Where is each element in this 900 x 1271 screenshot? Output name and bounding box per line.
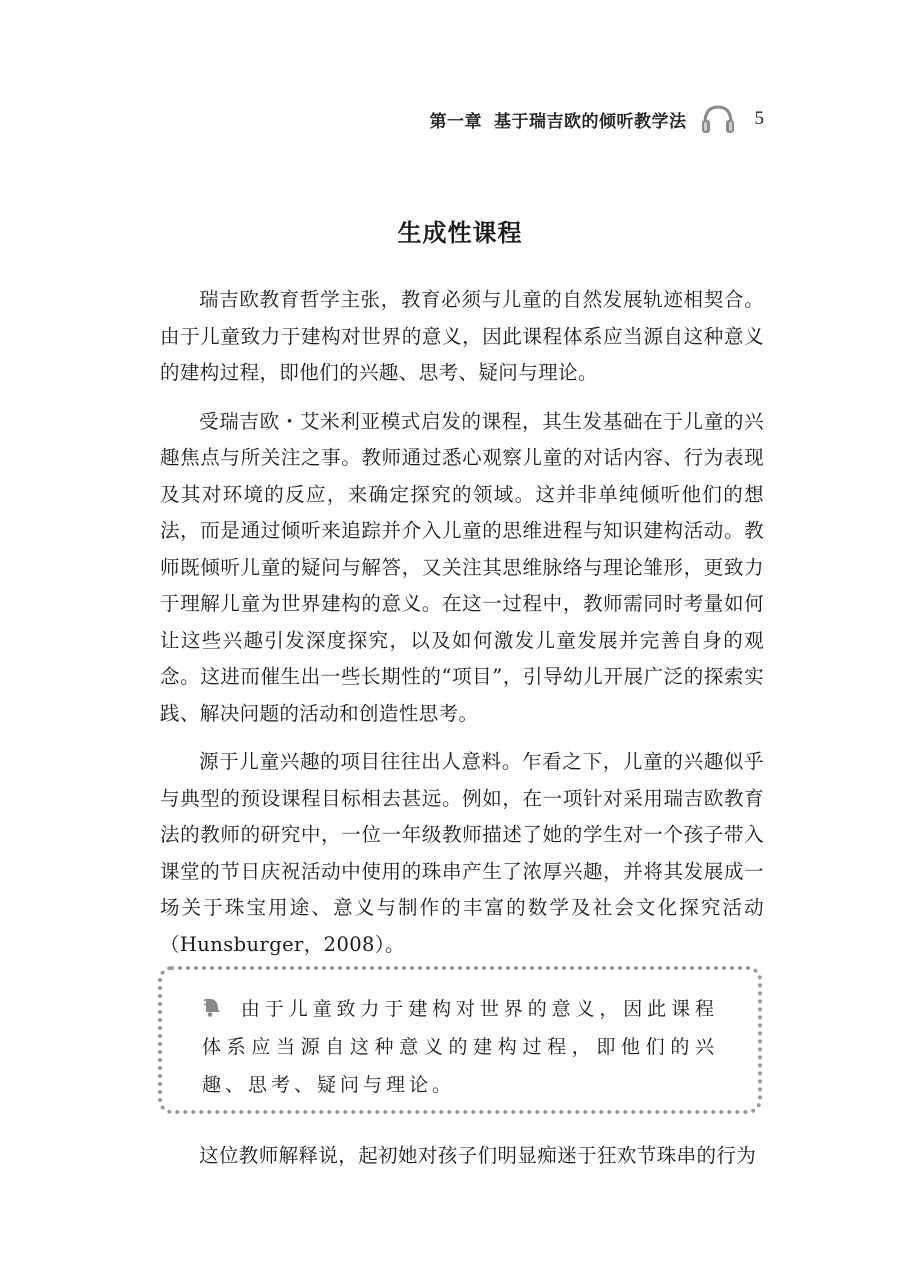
paragraph-3: 源于儿童兴趣的项目往往出人意料。乍看之下，儿童的兴趣似乎与典型的预设课程目标相去甚远。例如，在一项针对采用瑞吉欧教育法的教师的研究中，一位一年级教师描述了她的学生对一个孩子带入课堂的节日庆祝活动中使用的珠串产生了浓厚兴趣，并将其发展成一场关于珠宝用途、意义与制作的丰富的数学及社会文化探究活动（Hunsburger，2008）。 [160,750,764,956]
section-title: 生成性课程 [397,219,523,247]
headphones-icon [699,103,737,135]
pull-quote [202,990,718,1104]
running-header [430,103,765,135]
continued-paragraph: 这位教师解释说，起初她对孩子们明显痴迷于狂欢节珠串的行为 [199,1144,757,1167]
paragraph-2: 受瑞吉欧・艾米利亚模式启发的课程，其生发基础在于儿童的兴趣焦点与所关注之事。教师通过悉心观察儿童的对话内容、行为表现及其对环境的反应，来确定探究的领域。这并非单纯倾听他们的想法，而是通过倾听来追踪并介入儿童的思维进程与知识建构活动。教师既倾听儿童的疑问与解答，又关注其思维脉络与理论雏形，更致力于理解儿童为世界建构的意义。在这一过程中，教师需同时考量如何让这些兴趣引发深度探究，以及如何激发儿童发展并完善自身的观念。这进而催生出一些长期性的“项目”，引导幼儿开展广泛的探索实践、解决问题的活动和创造性思考。 [160,409,764,725]
chapter-title: 基于瑞吉欧的倾听教学法 [494,111,687,132]
chapter-label: 第一章 [429,111,482,132]
pull-quote-callout [158,966,762,1114]
page-number: 5 [754,108,764,129]
paragraph-1: 瑞吉欧教育哲学主张，教育必须与儿童的自然发展轨迹相契合。由于儿童致力于建构对世界的意义，因此课程体系应当源自这种意义的建构过程，即他们的兴趣、思考、疑问与理论。 [160,288,764,384]
pull-quote-text: 由于儿童致力于建构对世界的意义，因此课程体系应当源自这种意义的建构过程，即他们的兴趣、思考、疑问与理论。 [202,998,718,1096]
body-text [160,282,764,975]
bell-icon [202,996,222,1018]
